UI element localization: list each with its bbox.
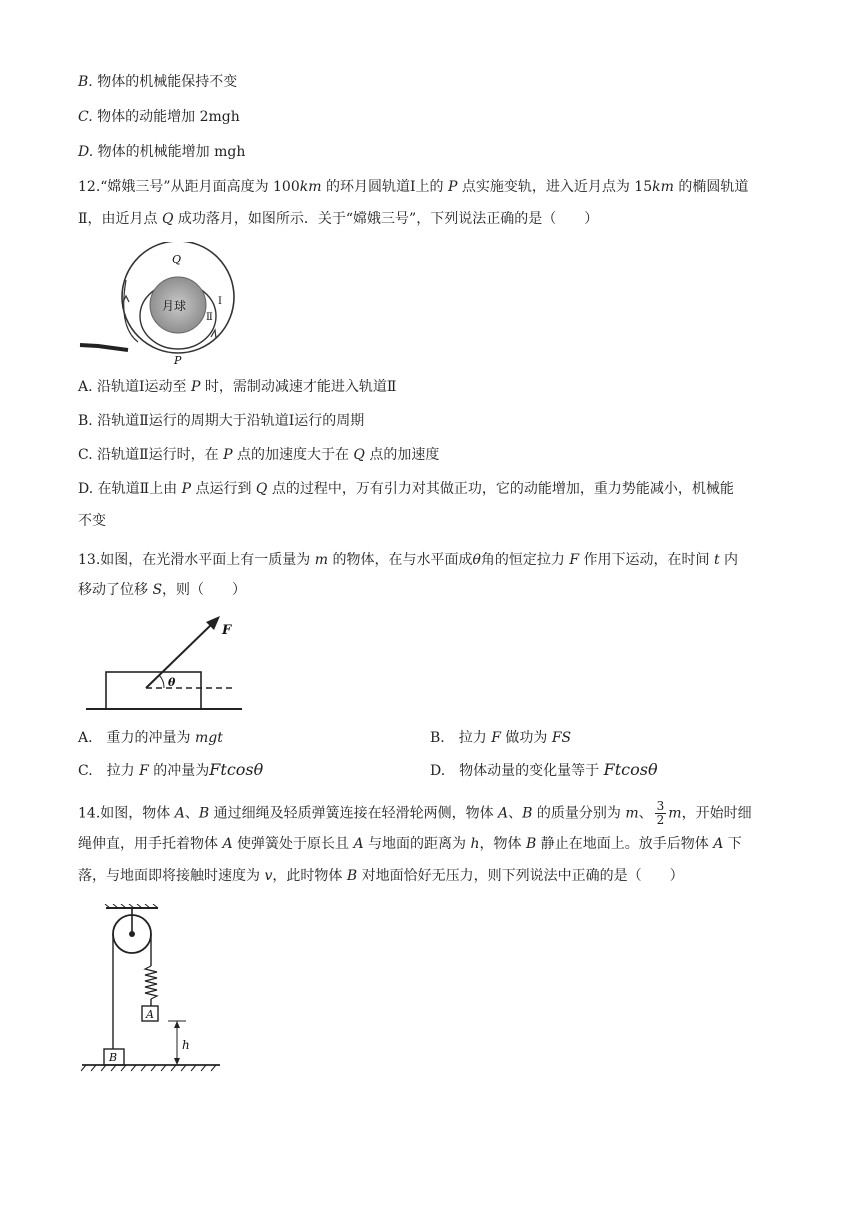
text: 12.“嫦娥三号”从距月面高度为 100 bbox=[78, 179, 300, 195]
option-text: 物体的机械能保持不变 bbox=[97, 74, 238, 90]
text: 做功为 bbox=[500, 730, 552, 746]
text: 点运行到 bbox=[191, 481, 256, 497]
var: Q bbox=[353, 447, 365, 463]
q11-option-c bbox=[78, 107, 240, 127]
text: 、 bbox=[184, 805, 199, 822]
q14-stem-line1 bbox=[78, 800, 752, 827]
q14-stem-line3 bbox=[78, 866, 684, 886]
text: 不变 bbox=[78, 513, 106, 529]
q14-pulley-figure bbox=[78, 904, 226, 1076]
force-arrow bbox=[146, 622, 214, 688]
var: h bbox=[470, 836, 480, 852]
q13-option-a bbox=[78, 728, 223, 748]
var: P bbox=[181, 481, 192, 497]
text: 点的过程中，万有引力对其做正功，它的动能增加，重力势能减小，机械能 bbox=[267, 481, 734, 497]
text: 成功落月，如图所示．关于“嫦娥三号”，下列说法正确的是（ ） bbox=[173, 211, 599, 227]
var: Q bbox=[161, 211, 174, 227]
var: θ bbox=[472, 552, 481, 568]
q11-option-d bbox=[78, 142, 245, 162]
var: B bbox=[346, 868, 358, 884]
text: 绳伸直，用手托着物体 bbox=[78, 836, 223, 852]
var: P bbox=[191, 379, 201, 395]
var: A bbox=[222, 836, 233, 852]
var: F bbox=[491, 730, 501, 746]
text: 静止在地面上。放手后物体 bbox=[536, 836, 714, 852]
block bbox=[106, 672, 201, 709]
text: 落，与地面即将接触时速度为 bbox=[78, 868, 265, 884]
q13-stem-line2 bbox=[78, 580, 246, 600]
var: A bbox=[174, 805, 185, 822]
label-h: h bbox=[182, 1038, 190, 1052]
q12-option-b bbox=[78, 411, 364, 431]
text: 的质量分别为 bbox=[532, 805, 626, 822]
q13-stem-line1 bbox=[78, 550, 738, 570]
var: S bbox=[152, 582, 163, 598]
var: Ftcosθ bbox=[603, 760, 658, 779]
text: 下 bbox=[723, 836, 742, 852]
text: 内 bbox=[719, 552, 739, 568]
label-q: Q bbox=[172, 253, 182, 266]
option-letter: D. bbox=[78, 144, 94, 160]
text: 使弹簧处于原长且 bbox=[232, 836, 354, 852]
text: 的物体，在与水平面成 bbox=[328, 552, 473, 568]
text: B. 拉力 bbox=[430, 730, 492, 746]
q12-option-d-line2 bbox=[78, 511, 106, 531]
text: 对地面恰好无压力，则下列说法中正确的是（ ） bbox=[357, 868, 684, 884]
var: F bbox=[569, 552, 580, 568]
text: 角的恒定拉力 bbox=[480, 552, 570, 568]
label-orbit-2: Ⅱ bbox=[206, 312, 213, 323]
q13-option-b bbox=[430, 728, 571, 748]
text: 作用下运动，在时间 bbox=[579, 552, 714, 568]
text: 时，需制动减速才能进入轨道Ⅱ bbox=[200, 379, 397, 395]
var: m bbox=[314, 552, 328, 568]
q12-stem-line1 bbox=[78, 177, 748, 197]
unit: km bbox=[652, 179, 674, 195]
label-orbit-1: Ⅰ bbox=[218, 296, 222, 307]
text: 通过细绳及轻质弹簧连接在轻滑轮两侧，物体 bbox=[209, 805, 499, 822]
q13-force-figure bbox=[86, 612, 246, 714]
numerator: 3 bbox=[656, 799, 665, 813]
label-a: A bbox=[146, 1008, 154, 1021]
q12-orbit-figure bbox=[78, 242, 248, 367]
unit: km bbox=[299, 179, 322, 195]
var: t bbox=[713, 552, 720, 568]
text: 点的加速度 bbox=[364, 447, 440, 463]
label-theta: θ bbox=[168, 676, 176, 689]
denominator: 2 bbox=[656, 813, 665, 827]
text: Ⅱ，由近月点 bbox=[78, 211, 162, 227]
q12-option-c bbox=[78, 445, 439, 465]
var: B bbox=[522, 805, 533, 822]
spring bbox=[145, 966, 157, 999]
text: 与地面的距离为 bbox=[363, 836, 471, 852]
text: D. 物体动量的变化量等于 bbox=[430, 763, 604, 779]
text: 的椭圆轨道 bbox=[673, 179, 749, 195]
moon-label: 月球 bbox=[162, 299, 187, 313]
text: A. 沿轨道Ⅰ运动至 bbox=[78, 379, 191, 395]
var: A bbox=[713, 836, 724, 852]
spacecraft-icon bbox=[80, 345, 128, 350]
var: B bbox=[526, 836, 537, 852]
q13-option-d bbox=[430, 760, 658, 781]
q11-option-b bbox=[78, 72, 237, 92]
text: 、 bbox=[638, 805, 653, 822]
option-letter: B. bbox=[78, 74, 93, 90]
text: 点的加速度大于在 bbox=[232, 447, 354, 463]
text: B. 沿轨道Ⅱ运行的周期大于沿轨道Ⅰ运行的周期 bbox=[78, 413, 365, 429]
text: C. 沿轨道Ⅱ运行时，在 bbox=[78, 447, 224, 463]
option-text: 物体的机械能增加 mgh bbox=[97, 144, 246, 160]
text: 点实施变轨，进入近月点为 15 bbox=[457, 179, 653, 195]
var: P bbox=[447, 179, 458, 195]
var: v bbox=[264, 868, 273, 884]
text: ，开始时细 bbox=[681, 805, 752, 822]
text: ，此时物体 bbox=[272, 868, 347, 884]
text: 的冲量为 bbox=[148, 763, 210, 779]
var: Ftcosθ bbox=[209, 760, 264, 779]
option-letter: C. bbox=[78, 109, 93, 125]
option-text: 物体的动能增加 2mgh bbox=[97, 109, 240, 125]
q12-option-a bbox=[78, 377, 396, 397]
text: ，则（ ） bbox=[162, 582, 247, 598]
var: B bbox=[198, 805, 210, 822]
text: 、 bbox=[508, 805, 523, 822]
q13-option-c bbox=[78, 760, 263, 781]
var: A bbox=[498, 805, 509, 822]
var: m bbox=[625, 805, 639, 822]
q12-stem-line2 bbox=[78, 209, 598, 229]
var: mgt bbox=[195, 730, 223, 746]
q14-stem-line2 bbox=[78, 834, 742, 854]
var: FS bbox=[551, 730, 572, 746]
text: ，物体 bbox=[479, 836, 526, 852]
var: F bbox=[139, 763, 149, 779]
text: A. 重力的冲量为 bbox=[78, 730, 196, 746]
text: 14.如图，物体 bbox=[78, 805, 175, 822]
label-f: F bbox=[222, 623, 232, 638]
fraction bbox=[655, 800, 667, 827]
label-b: B bbox=[109, 1051, 118, 1064]
text: 13.如图，在光滑水平面上有一质量为 bbox=[78, 552, 315, 568]
q12-option-d-line1 bbox=[78, 479, 734, 499]
text: C. 拉力 bbox=[78, 763, 140, 779]
var: Q bbox=[255, 481, 268, 497]
var: P bbox=[223, 447, 233, 463]
text: D. 在轨道Ⅱ上由 bbox=[78, 481, 182, 497]
var: m bbox=[668, 805, 682, 822]
text: 移动了位移 bbox=[78, 582, 153, 598]
label-p: P bbox=[174, 354, 182, 367]
text: 的环月圆轨道Ⅰ上的 bbox=[321, 179, 448, 195]
var: A bbox=[353, 836, 364, 852]
